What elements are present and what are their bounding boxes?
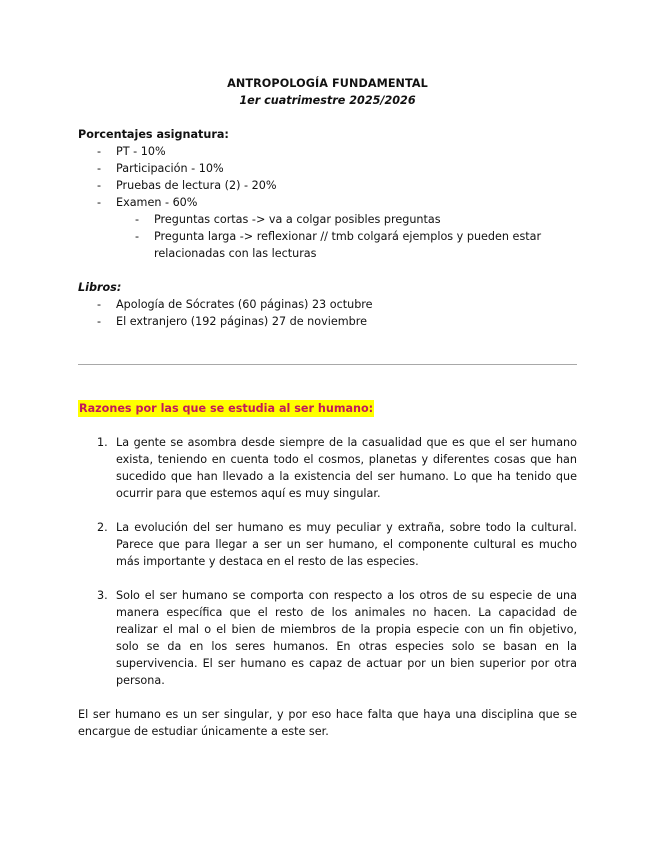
exam-sublist	[116, 211, 577, 262]
sublist-item: - Pregunta larga -> reflexionar // tmb colgará ejemplos y pueden estar relacionadas con las lecturas	[116, 228, 577, 262]
reason-item	[78, 587, 577, 689]
books-list	[78, 296, 577, 330]
reason-number: 1.	[97, 436, 108, 449]
percentages-heading: Porcentajes asignatura:	[78, 128, 229, 141]
reason-item	[78, 434, 577, 502]
reason-text: Solo el ser humano se comporta con respecto a los otros de su especie de una manera específica que el resto de los animales no hacen. La capacidad de realizar el mal o el bien de miembros de la propia especie con un fin objetivo, solo se da en los seres humanos. En otras especies solo se basan en la supervivencia. El ser humano es capaz de actuar por un bien superior por otra persona.	[116, 589, 577, 687]
list-item: - Participación - 10%	[78, 160, 577, 177]
reason-item	[78, 519, 577, 570]
conclusion-paragraph: El ser humano es un ser singular, y por eso hace falta que haya una disciplina que se encargue de estudiar únicamente a este ser.	[78, 708, 577, 738]
books-heading: Libros:	[78, 281, 122, 294]
percentages-list	[78, 143, 577, 262]
list-item: - Apología de Sócrates (60 páginas) 23 octubre	[78, 296, 577, 313]
document-subtitle: 1er cuatrimestre 2025/2026	[239, 94, 416, 107]
reasons-heading: Razones por las que se estudia al ser humano:	[79, 402, 374, 415]
list-item-label: Examen - 60%	[116, 196, 198, 209]
document-title: ANTROPOLOGÍA FUNDAMENTAL	[227, 77, 428, 90]
document-header	[78, 75, 577, 109]
reasons-list	[78, 434, 577, 689]
reason-text: La gente se asombra desde siempre de la casualidad que es que el ser humano exista, teniendo en cuenta todo el cosmos, planetas y diferentes cosas que han sucedido que han llevado a la existencia del ser humano. Lo que ha tenido que ocurrir para que estemos aquí es muy singular.	[116, 436, 577, 500]
reason-number: 3.	[97, 589, 108, 602]
reason-text: La evolución del ser humano es muy peculiar y extraña, sobre todo la cultural. Parece que para llegar a ser un ser humano, el componente cultural es mucho más importante y destaca en el resto de las especies.	[116, 521, 577, 568]
sublist-item: - Preguntas cortas -> va a colgar posibles preguntas	[116, 211, 577, 228]
list-item: - El extranjero (192 páginas) 27 de noviembre	[78, 313, 577, 330]
reason-number: 2.	[97, 521, 108, 534]
list-item: - Pruebas de lectura (2) - 20%	[78, 177, 577, 194]
list-item: - PT - 10%	[78, 143, 577, 160]
list-item-exam	[78, 194, 577, 262]
